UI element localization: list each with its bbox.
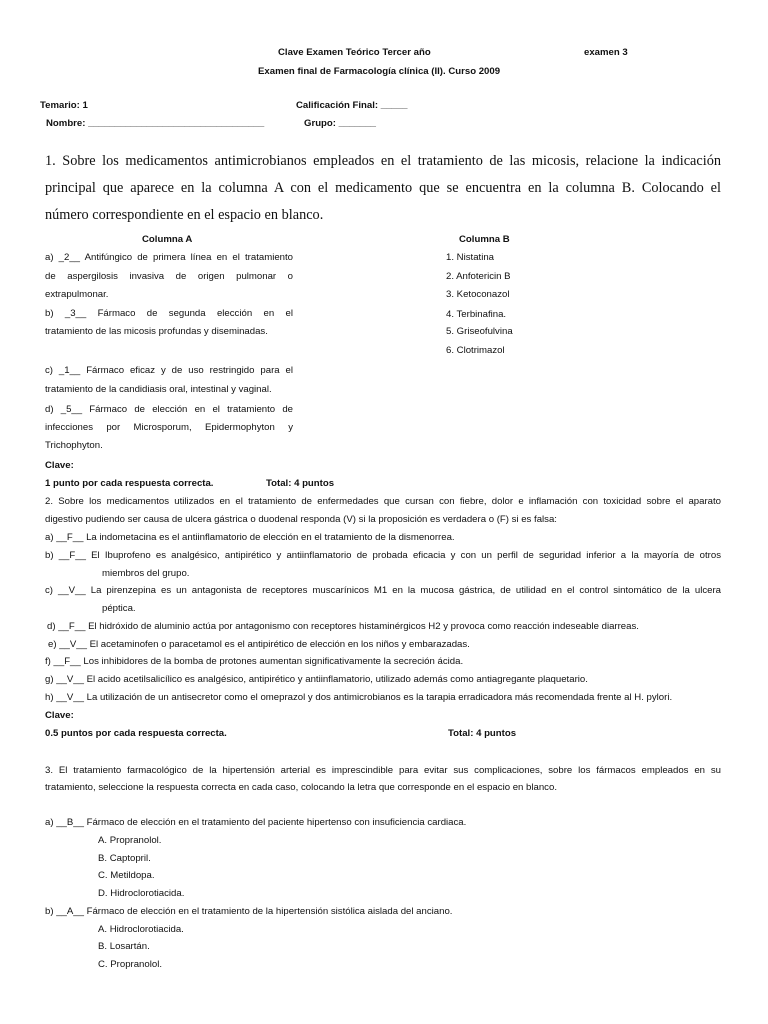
- q2-item-h: h) __V__ La utilización de un antisecretor como el omeprazol y dos antimicrobianos es la tarapia erradicadora más recomendada frente al H. pylori.: [45, 692, 673, 703]
- q1-item-b-line-1: b) _3__ Fármaco de segunda elección en el: [45, 308, 293, 319]
- temario-label: Temario: 1: [40, 100, 88, 111]
- exam-title: Clave Examen Teórico Tercer año: [278, 47, 431, 58]
- q1-item-a-line-3: extrapulmonar.: [45, 289, 109, 300]
- nombre-label: Nombre: _________________________________: [46, 118, 265, 129]
- q2-points-note: 0.5 puntos por cada respuesta correcta.: [45, 728, 227, 739]
- q2-item-c-line-1: c) __V__ La pirenzepina es un antagonista de receptores muscarínicos M1 en la mucosa gástrica, de utilidad en el control sintomático de la ulcera: [45, 585, 721, 596]
- q2-item-b-line-1: b) __F__ El Ibuprofeno es analgésico, antipirético y antiinflamatorio de probada eficacia y con un perfil de seguridad inferior a la mayoría de otros: [45, 550, 721, 561]
- q1-item-c-line-1: c) _1__ Fármaco eficaz y de uso restringido para el: [45, 365, 293, 376]
- q3-item-b-option-1: A. Hidroclorotiacida.: [98, 924, 184, 935]
- exam-number: examen 3: [584, 47, 628, 58]
- q2-intro-line-1: 2. Sobre los medicamentos utilizados en el tratamiento de enfermedades que cursan con fiebre, dolor e inflamación con toxicidad sobre el aparato: [45, 496, 721, 507]
- drug-option-2: 2. Anfotericin B: [446, 271, 511, 282]
- q2-clave-label: Clave:: [45, 710, 74, 721]
- calificacion-label: Calificación Final: _____: [296, 100, 408, 111]
- q3-item-a-option-2: B. Captopril.: [98, 853, 151, 864]
- column-a-header: Columna A: [142, 234, 193, 245]
- q1-intro-line-2: principal que aparece en la columna A con el medicamento que se encuentra en la columna B. Colocando el: [45, 180, 721, 196]
- q1-item-a-line-2: de aspergilosis invasiva de origen pulmonar o: [45, 271, 293, 282]
- q2-item-d: d) __F__ El hidróxido de aluminio actúa por antagonismo con receptores histaminérgicos H2 y provoca como reacción indeseable diarreas.: [47, 621, 639, 632]
- q1-item-d-line-3: Trichophyton.: [45, 440, 103, 451]
- q2-total: Total: 4 puntos: [448, 728, 517, 739]
- q3-item-b-option-3: C. Propranolol.: [98, 959, 162, 970]
- drug-option-1: 1. Nistatina: [446, 252, 494, 263]
- q3-item-a-option-4: D. Hidroclorotiacida.: [98, 888, 185, 899]
- q1-item-c-line-2: tratamiento de la candidiasis oral, intestinal y vaginal.: [45, 384, 272, 395]
- q1-item-d-line-1: d) _5__ Fármaco de elección en el tratamiento de: [45, 404, 293, 415]
- exam-subtitle: Examen final de Farmacología clínica (II). Curso 2009: [258, 66, 501, 77]
- q3-item-a-option-3: C. Metildopa.: [98, 870, 155, 881]
- drug-option-4: 4. Terbinafina.: [446, 309, 507, 320]
- q2-item-f: f) __F__ Los inhibidores de la bomba de protones aumentan significativamente la secreción ácida.: [45, 656, 464, 667]
- q3-intro-line-2: tratamiento, seleccione la respuesta correcta en cada caso, colocando la letra que corresponde en el espacio en blanco.: [45, 782, 557, 793]
- column-b-header: Columna B: [459, 234, 510, 245]
- q1-total: Total: 4 puntos: [266, 478, 335, 489]
- q3-item-b-option-2: B. Losartán.: [98, 941, 150, 952]
- q2-intro-line-2: digestivo pudiendo ser causa de ulcera gástrica o duodenal responda (V) si la proposición es verdadera o (F) si es falsa:: [45, 514, 557, 525]
- q2-item-c-line-2: péptica.: [102, 603, 136, 614]
- drug-option-3: 3. Ketoconazol: [446, 289, 510, 300]
- grupo-label: Grupo: _______: [304, 118, 376, 129]
- q1-points-note: 1 punto por cada respuesta correcta.: [45, 478, 214, 489]
- q1-item-a-line-1: a) _2__ Antifúngico de primera línea en el tratamiento: [45, 252, 293, 263]
- q2-item-a: a) __F__ La indometacina es el antiinflamatorio de elección en el tratamiento de la dismenorrea.: [45, 532, 455, 543]
- q3-item-a-option-1: A. Propranolol.: [98, 835, 162, 846]
- q1-item-b-line-2: tratamiento de las micosis profundas y diseminadas.: [45, 326, 268, 337]
- q1-intro-line-1: 1. Sobre los medicamentos antimicrobianos empleados en el tratamiento de las micosis, relacione la indicación: [45, 153, 721, 169]
- q3-item-a: a) __B__ Fármaco de elección en el tratamiento del paciente hipertenso con insuficiencia cardiaca.: [45, 817, 467, 828]
- q3-item-b: b) __A__ Fármaco de elección en el tratamiento de la hipertensión sistólica aislada del anciano.: [45, 906, 453, 917]
- q2-item-b-line-2: miembros del grupo.: [102, 568, 190, 579]
- q3-intro-line-1: 3. El tratamiento farmacológico de la hipertensión arterial es imprescindible para evitar sus complicaciones, sobre los fármacos empleados en su: [45, 765, 721, 776]
- drug-option-6: 6. Clotrimazol: [446, 345, 505, 356]
- q2-item-g: g) __V__ El acido acetilsalicílico es analgésico, antipirético y antiinflamatorio, utilizado además como antiagregante plaquetario.: [45, 674, 588, 685]
- q1-intro-line-3: número correspondiente en el espacio en blanco.: [45, 207, 324, 223]
- q1-clave-label: Clave:: [45, 460, 74, 471]
- q2-item-e: e) __V__ El acetaminofen o paracetamol es el antipirético de elección en los niños y embarazadas.: [48, 639, 470, 650]
- q1-item-d-line-2: infecciones por Microsporum, Epidermophyton y: [45, 422, 293, 433]
- drug-option-5: 5. Griseofulvina: [446, 326, 513, 337]
